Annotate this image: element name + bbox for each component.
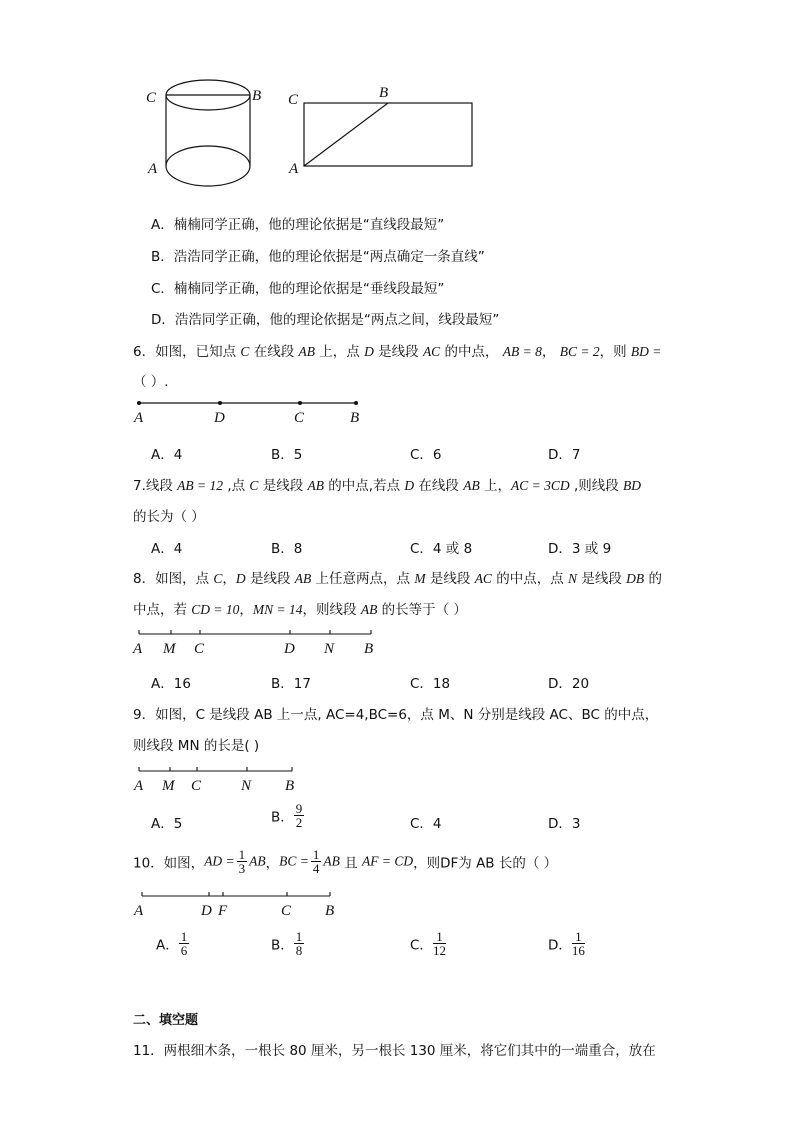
q8-text: 中点，若 xyxy=(133,602,192,618)
q10-option-d-fraction xyxy=(572,930,585,957)
q6-label-b: B xyxy=(350,410,360,425)
q10-option-d[interactable] xyxy=(548,930,585,957)
q10-eq: AD = xyxy=(204,853,235,869)
q8-question xyxy=(133,567,662,587)
q7-text: 的中点,若点 xyxy=(324,478,405,494)
fraction-numerator: 1 xyxy=(238,847,246,862)
q9-segment-figure xyxy=(130,763,310,795)
q7-option-a[interactable]: A．4 xyxy=(151,541,183,557)
q7-eq: AC = 3CD xyxy=(511,478,570,493)
q7-text: 上， xyxy=(479,478,512,494)
q8-label-a: A xyxy=(133,641,143,657)
q9-question: 9．如图，C 是线段 AB 上一点, AC=4,BC=6，点 M、N 分别是线段 AC、BC 的中点， xyxy=(133,707,659,723)
q6-label-a: A xyxy=(134,410,144,425)
q10-text: ，则DF为 AB 长的（ ） xyxy=(413,855,558,872)
q7-line2: 的长为（ ） xyxy=(133,509,205,525)
q8-text: 是线段 xyxy=(577,571,627,587)
q10-option-c[interactable] xyxy=(410,930,446,957)
section-heading-fill-in: 二、填空题 xyxy=(133,1013,199,1028)
q10-eq: BC = xyxy=(279,853,309,869)
fraction-denominator: 4 xyxy=(312,861,320,876)
fraction-denominator: 12 xyxy=(432,943,446,958)
q7-var: AB xyxy=(463,478,480,493)
q6-var: AB xyxy=(298,344,315,359)
q9-label-b: B xyxy=(285,778,295,794)
q6-text: ，则 xyxy=(599,344,631,360)
q5-option-a[interactable]: A．楠楠同学正确，他的理论依据是“直线段最短” xyxy=(151,217,445,233)
q8-label-b: B xyxy=(364,641,374,657)
q9-option-a[interactable]: A．5 xyxy=(151,816,183,832)
q8-option-b[interactable]: B．17 xyxy=(271,676,311,692)
q6-option-b[interactable]: B．5 xyxy=(271,447,303,463)
q10-eq: AB xyxy=(323,853,340,869)
q5-option-d[interactable]: D．浩浩同学正确，他的理论依据是“两点之间，线段最短” xyxy=(151,312,500,328)
q6-text: ， xyxy=(541,344,556,360)
q7-option-d[interactable]: D．3 或 9 xyxy=(548,541,612,557)
fraction-numerator: 9 xyxy=(295,801,303,816)
q5-option-b[interactable]: B．浩浩同学正确，他的理论依据是“两点确定一条直线” xyxy=(151,249,485,265)
q6-eq: BC = 2 xyxy=(559,344,600,359)
q9-option-d[interactable]: D．3 xyxy=(548,816,581,832)
fraction-numerator: 1 xyxy=(312,847,320,862)
q10-fraction-one-quarter xyxy=(311,848,322,875)
q6-point-c xyxy=(298,401,302,405)
rectangle-diagonal-ab xyxy=(304,103,388,166)
q7-var: AB xyxy=(307,478,325,493)
q9-option-b[interactable] xyxy=(271,802,304,829)
q6-point-a xyxy=(137,401,141,405)
q8-text: ， xyxy=(222,571,236,587)
q6-eq: AB = 8 xyxy=(502,344,542,359)
q10-text: ， xyxy=(265,855,280,872)
q6-var: AC xyxy=(422,344,441,359)
q10-option-a-label: A． xyxy=(156,937,179,954)
q6-var: D xyxy=(364,344,374,359)
q8-label-n: N xyxy=(324,641,335,657)
q7-var: D xyxy=(404,478,415,493)
q6-option-c[interactable]: C．6 xyxy=(410,447,442,463)
q8-text: 的长等于（ ） xyxy=(377,602,467,618)
q9-label-c: C xyxy=(191,778,202,794)
q7-var: C xyxy=(249,478,259,493)
fraction-denominator: 16 xyxy=(571,943,585,958)
q10-label-a: A xyxy=(134,903,144,919)
q8-var: AB xyxy=(294,571,312,586)
fraction-denominator: 3 xyxy=(238,861,246,876)
q8-var: D xyxy=(235,571,246,586)
q6-text: 是线段 xyxy=(373,344,423,360)
label-a-cylinder: A xyxy=(148,161,158,177)
label-c-rect: C xyxy=(288,92,299,108)
q6-text: 上，点 xyxy=(315,344,365,360)
q7-text: 在线段 xyxy=(414,478,464,494)
q8-text: 上任意两点，点 xyxy=(311,571,415,587)
q8-text: ，则线段 xyxy=(302,602,361,618)
q10-option-a-fraction xyxy=(179,930,190,957)
q8-text: 8．如图，点 xyxy=(133,571,214,587)
q8-option-d[interactable]: D．20 xyxy=(548,676,590,692)
label-b-cylinder: B xyxy=(252,88,262,104)
q8-var: DB xyxy=(626,571,645,586)
q7-text: ,点 xyxy=(223,478,250,494)
q9-option-b-fraction xyxy=(294,802,305,829)
label-c-cylinder: C xyxy=(146,90,157,106)
q9-label-m: M xyxy=(162,778,175,794)
fraction-denominator: 2 xyxy=(295,815,303,830)
q8-segment-figure xyxy=(130,626,390,658)
q10-eq: AF = CD xyxy=(362,853,414,869)
q8-text: ， xyxy=(239,602,253,618)
q10-option-c-label: C． xyxy=(410,937,433,954)
q9-option-b-label: B． xyxy=(271,809,294,826)
q6-segment-figure xyxy=(130,395,370,425)
q6-point-b xyxy=(354,401,358,405)
q6-option-d[interactable]: D．7 xyxy=(548,447,581,463)
cylinder-rectangle-figure xyxy=(140,78,480,193)
unrolled-rectangle xyxy=(304,103,472,166)
q10-option-d-label: D． xyxy=(548,937,572,954)
q7-eq: AB = 12 xyxy=(177,478,224,493)
q6-text: 6．如图，已知点 xyxy=(133,344,241,360)
q7-option-c[interactable]: C．4 或 8 xyxy=(410,541,473,557)
fraction-numerator: 1 xyxy=(433,930,446,944)
q10-label-d: D xyxy=(201,903,212,919)
q6-point-d xyxy=(218,401,222,405)
q7-var: BD xyxy=(623,478,642,493)
q10-label-f: F xyxy=(218,903,228,919)
q10-question xyxy=(133,848,557,875)
q7-text: 7.线段 xyxy=(133,478,178,494)
q9-option-c[interactable]: C．4 xyxy=(410,816,442,832)
q6-var: C xyxy=(240,344,250,359)
fraction-numerator: 1 xyxy=(295,929,303,944)
q7-text: ,则线段 xyxy=(569,478,624,494)
q8-eq: MN = 14 xyxy=(252,602,303,617)
q6-blank: （ ）. xyxy=(133,374,169,390)
q6-question xyxy=(133,340,661,360)
fraction-numerator: 1 xyxy=(572,930,585,944)
fraction-numerator: 1 xyxy=(180,929,188,944)
fraction-denominator: 6 xyxy=(180,943,188,958)
q8-option-a[interactable]: A．16 xyxy=(151,676,191,692)
label-a-rect: A xyxy=(289,161,299,177)
label-b-rect: B xyxy=(379,85,389,101)
q10-label-b: B xyxy=(325,903,335,919)
q8-text: 是线段 xyxy=(425,571,475,587)
q8-text: 的 xyxy=(644,571,662,587)
cylinder-bottom-ellipse xyxy=(166,146,250,186)
q10-option-b[interactable] xyxy=(271,930,304,957)
q7-option-b[interactable]: B．8 xyxy=(271,541,303,557)
q8-text: 的中点，点 xyxy=(491,571,569,587)
q5-option-c[interactable]: C．楠楠同学正确，他的理论依据是“垂线段最短” xyxy=(151,281,445,297)
q8-label-m: M xyxy=(163,641,176,657)
q8-eq: CD = 10 xyxy=(191,602,240,617)
q10-option-b-fraction xyxy=(294,930,305,957)
q10-option-a[interactable] xyxy=(156,930,189,957)
q10-option-c-fraction xyxy=(433,930,446,957)
q8-option-c[interactable]: C．18 xyxy=(410,676,451,692)
q10-option-b-label: B． xyxy=(271,937,294,954)
q11-question: 11．两根细木条，一根长 80 厘米，另一根长 130 厘米，将它们其中的一端重合，放在 xyxy=(133,1043,656,1059)
q10-fraction-one-third xyxy=(237,848,248,875)
q6-text: 的中点， xyxy=(440,344,499,360)
q10-segment-figure xyxy=(130,888,350,920)
q9-line2: 则线段 MN 的长是( ) xyxy=(133,738,260,754)
q8-var: N xyxy=(568,571,578,586)
q10-text: 10．如图， xyxy=(133,855,205,872)
q10-text: 且 xyxy=(339,855,363,872)
q9-label-a: A xyxy=(134,778,144,794)
q7-text: 是线段 xyxy=(258,478,308,494)
q6-eq: BD = xyxy=(630,344,662,359)
q8-var: C xyxy=(213,571,223,586)
q6-option-a[interactable]: A．4 xyxy=(151,447,183,463)
fraction-denominator: 8 xyxy=(295,943,303,958)
q8-label-c: C xyxy=(194,641,205,657)
q8-line2 xyxy=(133,598,467,618)
q6-text: 在线段 xyxy=(249,344,299,360)
q8-var: M xyxy=(414,571,426,586)
q8-var: AB xyxy=(360,602,378,617)
q8-label-d: D xyxy=(284,641,295,657)
q8-var: AC xyxy=(474,571,492,586)
q6-label-c: C xyxy=(294,410,305,425)
q8-text: 是线段 xyxy=(245,571,295,587)
q10-label-c: C xyxy=(281,903,292,919)
q6-label-d: D xyxy=(214,410,225,425)
q7-question xyxy=(133,474,641,494)
q10-eq: AB xyxy=(249,853,266,869)
q9-label-n: N xyxy=(241,778,252,794)
